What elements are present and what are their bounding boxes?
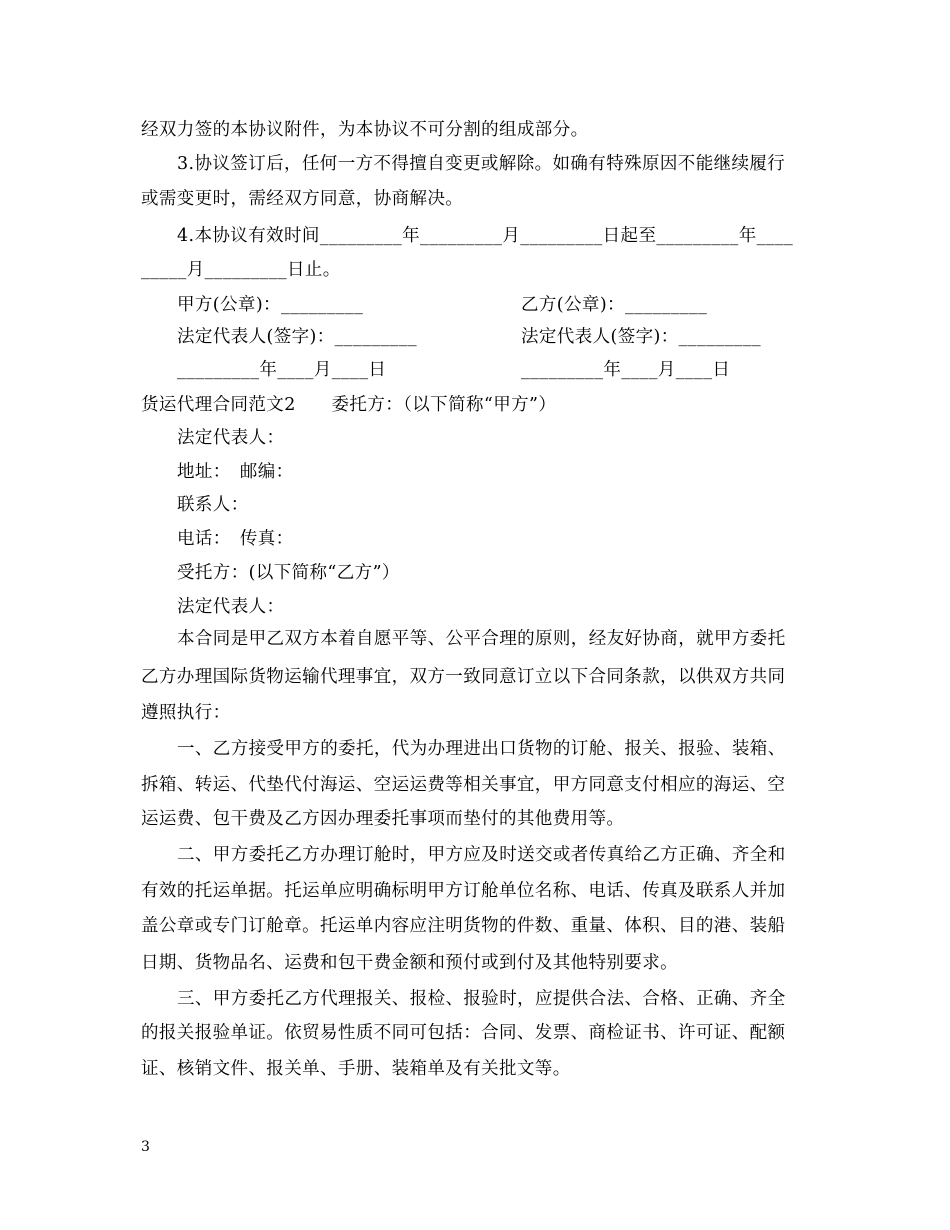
party-a-seal-line: 甲方(公章)：_________ xyxy=(177,295,364,315)
text-line: 经双力签的本协议附件，为本协议不可分割的组成部分。 xyxy=(141,120,589,140)
text-line: 3.协议签订后，任何一方不得擅自变更或解除。如确有特殊原因不能继续履行 xyxy=(177,154,786,174)
text-line: 拆箱、转运、代垫代付海运、空运运费等相关事宜，甲方同意支付相应的海运、空 xyxy=(141,775,786,795)
text-line: _____月_________日止。 xyxy=(141,260,341,280)
text-line: 电话： 传真： xyxy=(177,529,294,549)
section-title: 货运代理合同范文2 委托方：（以下简称“甲方”） xyxy=(141,395,557,415)
text-line: 的报关报验单证。依贸易性质不同可包括：合同、发票、商检证书、许可证、配额 xyxy=(141,1023,786,1043)
text-line: 联系人： xyxy=(177,495,249,515)
party-b-representative-line: 法定代表人(签字)：_________ xyxy=(521,327,762,347)
text-line: 法定代表人： xyxy=(177,428,285,448)
text-line: 4.本协议有效时间_________年_________月_________日起至_________年____ xyxy=(177,226,794,246)
text-line: 乙方办理国际货物运输代理事宜，双方一致同意订立以下合同条款，以供双方共同 xyxy=(141,667,786,687)
text-line: 日期、货物品名、运费和包干费金额和预付或到付及其他特别要求。 xyxy=(141,953,678,973)
text-line: 有效的托运单据。托运单应明确标明甲方订舱单位名称、电话、传真及联系人并加 xyxy=(141,881,786,901)
text-line: 受托方：(以下简称“乙方”） xyxy=(177,563,400,583)
text-line: 或需变更时，需经双方同意，协商解决。 xyxy=(141,189,464,209)
text-line: 证、核销文件、报关单、手册、装箱单及有关批文等。 xyxy=(141,1059,571,1079)
page-number: 3 xyxy=(141,1139,150,1155)
party-a-representative-line: 法定代表人(签字)：_________ xyxy=(177,327,418,347)
text-line: 二、甲方委托乙方办理订舱时，甲方应及时送交或者传真给乙方正确、齐全和 xyxy=(177,845,786,865)
party-b-seal-line: 乙方(公章)：_________ xyxy=(521,295,708,315)
party-a-date-line: _________年____月____日 xyxy=(177,360,387,380)
text-line: 盖公章或专门订舱章。托运单内容应注明货物的件数、重量、体积、目的港、装船 xyxy=(141,916,786,936)
text-line: 运运费、包干费及乙方因办理委托事项而垫付的其他费用等。 xyxy=(141,809,625,829)
text-line: 遵照执行： xyxy=(141,703,231,723)
text-line: 三、甲方委托乙方代理报关、报检、报验时，应提供合法、合格、正确、齐全 xyxy=(177,989,786,1009)
text-line: 一、乙方接受甲方的委托，代为办理进出口货物的订舱、报关、报验、装箱、 xyxy=(177,739,786,759)
text-line: 地址： 邮编： xyxy=(177,462,294,482)
text-line: 法定代表人： xyxy=(177,597,285,617)
text-line: 本合同是甲乙双方本着自愿平等、公平合理的原则，经友好协商，就甲方委托 xyxy=(177,629,786,649)
party-b-date-line: _________年____月____日 xyxy=(521,360,731,380)
